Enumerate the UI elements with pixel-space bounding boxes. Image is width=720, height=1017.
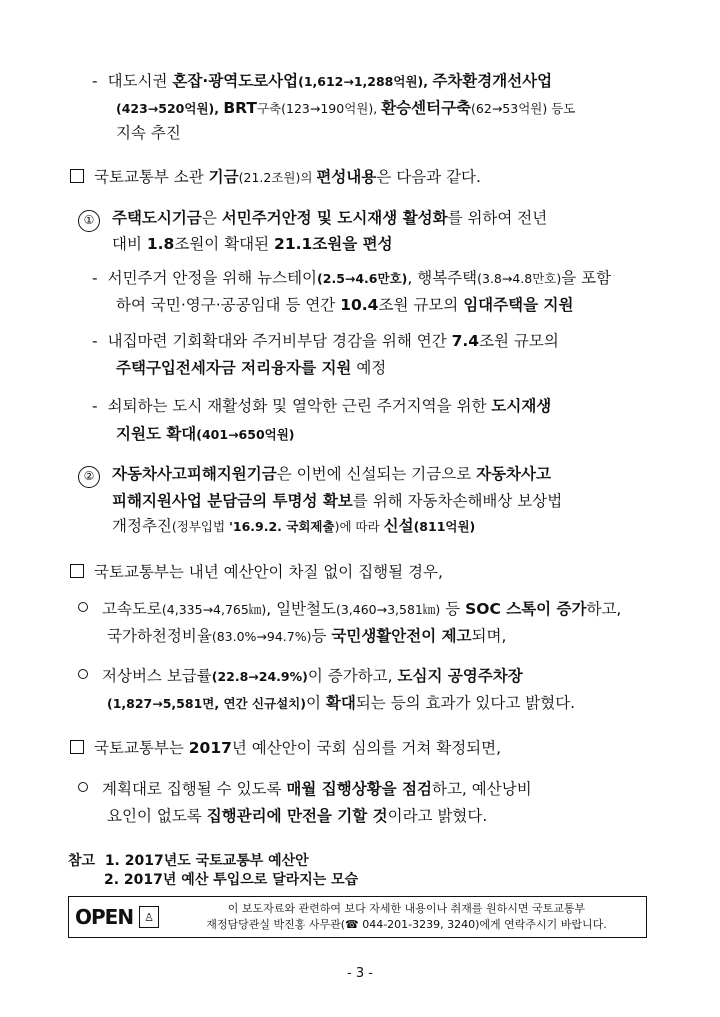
text-line: 개정추진(정부입법 '16.9.2. 국회제출)에 따라 신설(811억원) [112,517,476,535]
bullet-item: 저상버스 보급률(22.8→24.9%)이 증가하고, 도심지 공영주차장 [78,665,523,688]
text-line: 지원도 확대(401→650억원) [116,425,295,443]
bullet-item: 고속도로(4,335→4,765㎞), 일반철도(3,460→3,581㎞) 등 SOC 스톡이 증가하고, [78,598,621,621]
checkbox-square-icon [70,564,84,578]
text-line: 주택구입전세자금 저리융자를 지원 예정 [116,359,387,377]
text-line: 지속 추진 [116,124,181,142]
bullet-item: 계획대로 집행될 수 있도록 매월 집행상황을 점검하고, 예산낭비 [78,778,532,800]
text-line: - 내집마련 기회확대와 주거비부담 경감을 위해 연간 7.4조원 규모의 [92,332,559,350]
text-line: (423→520억원), BRT구축(123→190억원), 환승센터구축(62→53억원) 등도 [116,99,576,117]
text-line: (1,827→5,581면, 연간 신규설치)이 확대되는 등의 효과가 있다고 밝혔다. [107,694,576,712]
text-line: 국가하천정비율(83.0%→94.7%)등 국민생활안전이 제고되며, [107,627,507,645]
text-line: 대비 1.8조원이 확대된 21.1조원을 편성 [112,235,393,253]
text-line: 하여 국민·영구·공공임대 등 연간 10.4조원 규모의 임대주택을 지원 [116,296,574,314]
circled-number-icon: ① [78,210,100,232]
page-number: - 3 - [347,966,373,981]
section-heading: 국토교통부 소관 기금(21.2조원)의 편성내용은 다음과 같다. [70,166,481,189]
text-line: 요인이 없도록 집행관리에 만전을 기할 것이라고 밝혔다. [107,807,488,825]
license-icon: ♙ [139,906,159,928]
section-heading: 국토교통부는 2017년 예산안이 국회 심의를 거쳐 확정되면, [70,737,501,759]
text-line: 피해지원사업 분담금의 투명성 확보를 위해 자동차손해배상 보상법 [112,492,563,510]
text-line: - 쇠퇴하는 도시 재활성화 및 열악한 근린 주거지역을 위한 도시재생 [92,397,552,415]
checkbox-square-icon [70,169,84,183]
contact-footer [68,896,647,938]
circle-bullet-icon [78,669,88,679]
circle-bullet-icon [78,782,88,792]
contact-text: 이 보도자료와 관련하여 보다 자세한 내용이나 취재를 원하시면 국토교통부 재정담당관실 박진홍 사무관(☎ 044-201-3239, 3240)에게 연락주시기 바랍니다. [206,902,607,931]
circled-number-icon: ② [78,466,100,488]
numbered-item-2: ② 자동차사고피해지원기금은 이번에 신설되는 기금으로 자동차사고 [78,463,551,488]
open-license-logo: OPEN ♙ [75,900,175,934]
numbered-item-1: ① 주택도시기금은 서민주거안정 및 도시재생 활성화를 위하여 전년 [78,207,547,232]
circle-bullet-icon [78,602,88,612]
checkbox-square-icon [70,740,84,754]
section-heading: 국토교통부는 내년 예산안이 차질 없이 집행될 경우, [70,561,443,583]
text-line: - 대도시권 혼잡·광역도로사업(1,612→1,288억원), 주차환경개선사업 [92,72,553,90]
text-line: - 서민주거 안정을 위해 뉴스테이(2.5→4.6만호), 행복주택(3.8→4.8만호)을 포함 [92,269,612,287]
attachment-item: 2. 2017년 예산 투입으로 달라지는 모습 [104,872,359,888]
attachment-item: 참고 1. 2017년도 국토교통부 예산안 [68,853,309,869]
